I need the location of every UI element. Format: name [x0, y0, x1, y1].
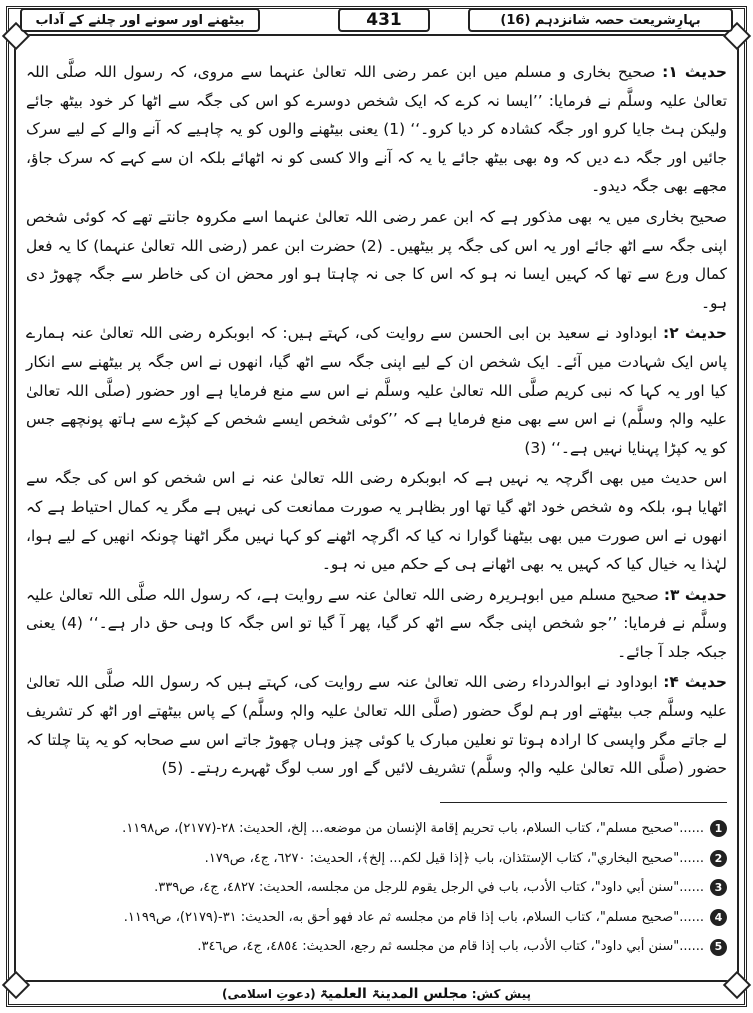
- paragraph: [26, 319, 727, 462]
- hadith-heading: حدیث ۳:: [663, 585, 727, 604]
- main-text: [26, 58, 727, 788]
- footnote-text: ......"صحيح البخاري"، كتاب الإستئذان، باب ﴿إذا قيل لكم... إلخ﴾، الحديث: ٦٢٧٠، ج٤، ص١٧٩.: [204, 850, 704, 866]
- organization-name: (دعوتِ اسلامی): [221, 987, 316, 1001]
- footnote: [26, 903, 727, 933]
- footnote-text: ......"سنن أبي داود"، كتاب الأدب، باب في الرجل يقوم للرجل من مجلسه، الحديث: ٤٨٢٧، ج٤، ص٣٣٩.: [154, 880, 704, 896]
- paragraph-text: ابوداود نے سعید بن ابی الحسن سے روایت کی، کہتے ہیں: کہ ابوبکرہ رضی اللہ تعالیٰ عنہ ہمارے پاس ایک شہادت میں آئے۔ ایک شخص ان کے لیے اپنی جگہ سے اٹھ گیا، انھوں نے اس جگہ پر بیٹھنے سے انکار کیا اور یہ کہا کہ نبی کریم صلَّی اللہ تعالیٰ علیہ وسلَّم نے اس سے منع فرمایا ہے اور حضور (صلَّی اللہ تعالیٰ علیہ والہٖ وسلَّم) نے اس سے بھی منع فرمایا ہے کہ ’’کوئی شخص ایسے شخص کے کپڑے سے ہاتھ پونچھے جس کو یہ کپڑا پہنایا نہیں ہے۔‘‘ (3): [26, 324, 727, 457]
- paragraph: [26, 58, 727, 201]
- paragraph: صحیح بخاری میں یہ بھی مذکور ہے کہ ابن عمر رضی اللہ تعالیٰ عنہما اسے مکروہ جانتے تھے کہ کوئی شخص اپنی جگہ سے اٹھ جائے اور یہ اس کی جگہ پر بیٹھیں۔ (2) حضرت ابن عمر (رضی اللہ تعالیٰ عنہما) کا یہ فعل کمال ورع سے تھا کہ کہیں ایسا نہ ہو کہ اس کا جی نہ چاہتا ہو اور محض ان کی خاطر سے جگہ چھوڑ دی ہو۔: [26, 207, 727, 312]
- section-title: بیٹھنے اور سونے اور چلنے کے آداب: [20, 8, 260, 32]
- footnote-number: 1: [710, 820, 727, 837]
- footnote: [26, 932, 727, 962]
- footnote-number: 2: [710, 850, 727, 867]
- footnotes: [26, 814, 727, 962]
- paragraph-text: ابوداود نے ابوالدرداء رضی اللہ تعالیٰ عنہ سے روایت کی، کہتے ہیں کہ رسول اللہ صلَّی اللہ تعالیٰ علیہ وسلَّم جب بیٹھتے اور ہم لوگ حضور (صلَّی اللہ تعالیٰ علیہ والہٖ وسلَّم) کے پاس بیٹھتے اور اٹھ کر تشریف لے جاتے مگر واپسی کا ارادہ ہوتا تو نعلین مبارک یا کوئی چیز وہاں چھوڑ جاتے اس سے صحابہ کو یہ پتا چلتا کہ حضور (صلَّی اللہ تعالیٰ علیہ والہٖ وسلَّم) تشریف لائیں گے اور سب لوگ ٹھہرے رہتے۔ (5): [26, 673, 727, 778]
- footnote-number: 4: [710, 909, 727, 926]
- footnote-text: ......"صحيح مسلم"، كتاب السلام، باب إذا قام من مجلسه ثم عاد فهو أحق به، الحديث: ٣١-(٢١٧٩)، ص١١٩٩.: [123, 909, 704, 925]
- paragraph-text: صحیح مسلم میں ابوہریرہ رضی اللہ تعالیٰ عنہ سے روایت ہے، کہ رسول اللہ صلَّی اللہ تعالیٰ علیہ وسلَّم نے فرمایا: ’’جو شخص اپنی جگہ سے اٹھ کر گیا، پھر آ گیا تو اس جگہ کا وہی حق دار ہے۔‘‘ (4) یعنی جبکہ جلد آ جائے۔: [26, 585, 728, 661]
- page-footer: [0, 986, 753, 1002]
- footnote-divider: [440, 802, 727, 803]
- publisher-name: مجلس المدینۃ العلمیۃ: [319, 986, 468, 1002]
- hadith-heading: حدیث ۴:: [663, 673, 727, 692]
- paragraph: [26, 668, 727, 782]
- book-title: بہارِشریعت حصہ شانزدہم (16): [468, 8, 733, 32]
- footnote: [26, 873, 727, 903]
- footnote-number: 5: [710, 939, 727, 956]
- footnote-number: 3: [710, 879, 727, 896]
- page-number: 431: [338, 8, 430, 32]
- presented-by-label: پیش کش:: [471, 987, 532, 1001]
- paragraph-text: صحیح بخاری و مسلم میں ابن عمر رضی اللہ تعالیٰ عنہما سے مروی، کہ رسول اللہ صلَّی اللہ تعالیٰ علیہ وسلَّم نے فرمایا: ’’ایسا نہ کرے کہ ایک شخص دوسرے کو اس کی جگہ سے اٹھا کر خود بیٹھ جائے ولیکن ہٹ جایا کرو اور جگہ کشادہ کر دیا کرو۔‘‘ (1) یعنی بیٹھنے والوں کو یہ چاہیے کہ آنے والے کے لیے سرک جائیں اور جگہ دے دیں کہ وہ بھی بیٹھ جائے یا یہ کہ آنے والا کسی کو نہ اٹھائے بلکہ ان سے کہے کہ سرک جاؤ، مجھے بھی جگہ دیدو۔: [26, 63, 727, 196]
- page-header: [20, 8, 733, 34]
- footnote: [26, 844, 727, 874]
- footnote: [26, 814, 727, 844]
- hadith-heading: حدیث ۲:: [663, 324, 727, 343]
- footnote-text: ......"سنن أبي داود"، كتاب الأدب، باب إذا قام من مجلسه ثم رجع، الحديث: ٤٨٥٤، ج٤، ص٣٤٦.: [197, 939, 704, 955]
- paragraph: [26, 581, 727, 667]
- footnote-text: ......"صحيح مسلم"، كتاب السلام، باب تحريم إقامة الإنسان من موضعه... إلخ، الحديث: ٢٨-(٢١٧٧)، ص١١٩٨.: [122, 821, 704, 836]
- paragraph: اس حدیث میں بھی اگرچہ یہ نہیں ہے کہ ابوبکرہ رضی اللہ تعالیٰ عنہ نے اس شخص کو اس کی جگہ سے اٹھایا ہو، بلکہ وہ شخص خود اٹھ گیا تھا اور بظاہر یہ صورت ممانعت کی نہیں ہے مگر یہ کمال احتیاط ہے کہ انھوں نے اس صورت میں بھی بیٹھنا گوارا نہ کیا کہ اگرچہ اٹھنے کو کہا نہیں مگر اٹھنا چونکہ انھیں کے لیے ہوا، لہٰذا یہ خیال کیا کہ کہیں یہ بھی اٹھانے ہی کے حکم میں نہ ہو۔: [26, 469, 727, 574]
- hadith-heading: حدیث ۱:: [662, 63, 727, 81]
